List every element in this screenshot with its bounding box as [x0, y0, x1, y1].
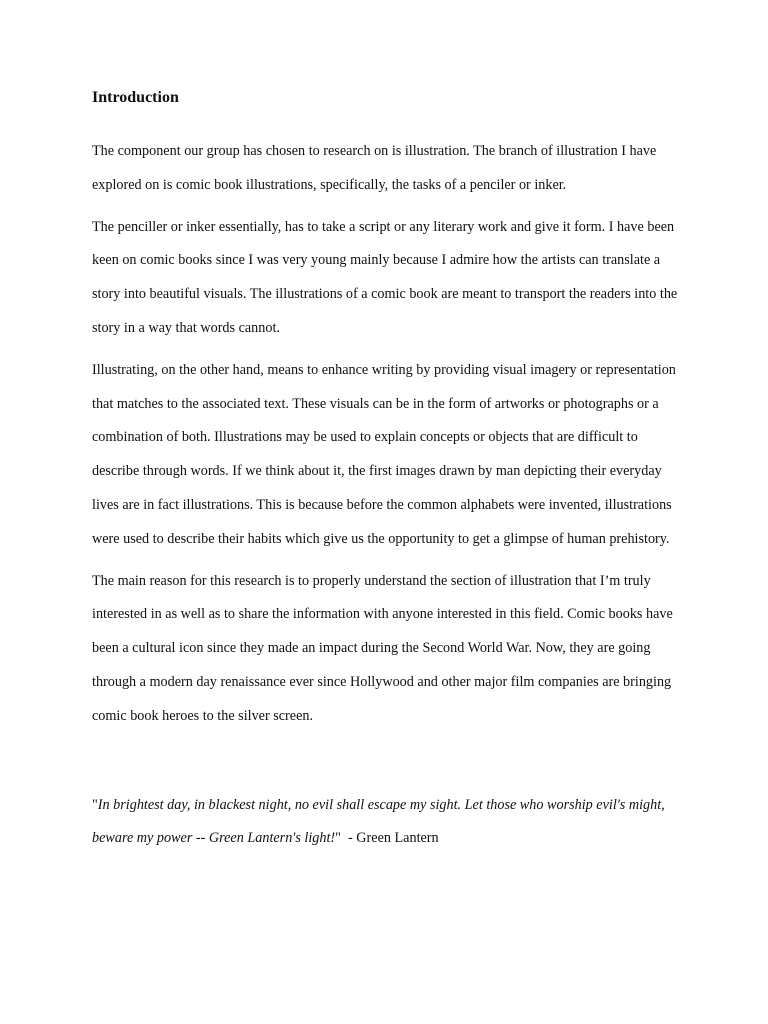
quote-open-mark: " [92, 796, 98, 813]
paragraph-1: The component our group has chosen to research on is illustration. The branch of illustration I have explored on is comic book illustrations, specifically, the tasks of a penciler or inker. [92, 143, 657, 193]
section-heading: Introduction [92, 89, 179, 106]
document-page [92, 86, 682, 856]
paragraph-3: Illustrating, on the other hand, means to enhance writing by providing visual imagery or representation that matches to the associated text. These visuals can be in the form of artworks or photographs or a combination of both. Illustrations may be used to explain concepts or objects that are difficult to describe through words. If we think about it, the first images drawn by man depicting their everyday lives are in fact illustrations. This is because before the common alphabets were invented, illustrations were used to describe their habits which give us the opportunity to get a glimpse of human prehistory. [92, 361, 676, 547]
paragraph-2: The penciller or inker essentially, has to take a script or any literary work and give it form. I have been keen on comic books since I was very young mainly because I admire how the artists can translate a story into beautiful visuals. The illustrations of a comic book are meant to transport the readers into the story in a way that words cannot. [92, 218, 678, 336]
quote-close-mark: " [335, 830, 341, 847]
quote-text: In brightest day, in blackest night, no evil shall escape my sight. Let those who worship evil's might, beware my power -- Green Lantern's light! [92, 796, 665, 847]
quote-block [92, 789, 682, 856]
paragraph-4: The main reason for this research is to properly understand the section of illustration that I’m truly interested in as well as to share the information with anyone interested in this field. Comic books have been a cultural icon since they made an impact during the Second World War. Now, they are going through a modern day renaissance ever since Hollywood and other major film companies are bringing comic book heroes to the silver screen. [92, 572, 673, 724]
spacer [92, 742, 682, 789]
quote-attribution: - Green Lantern [340, 830, 439, 847]
